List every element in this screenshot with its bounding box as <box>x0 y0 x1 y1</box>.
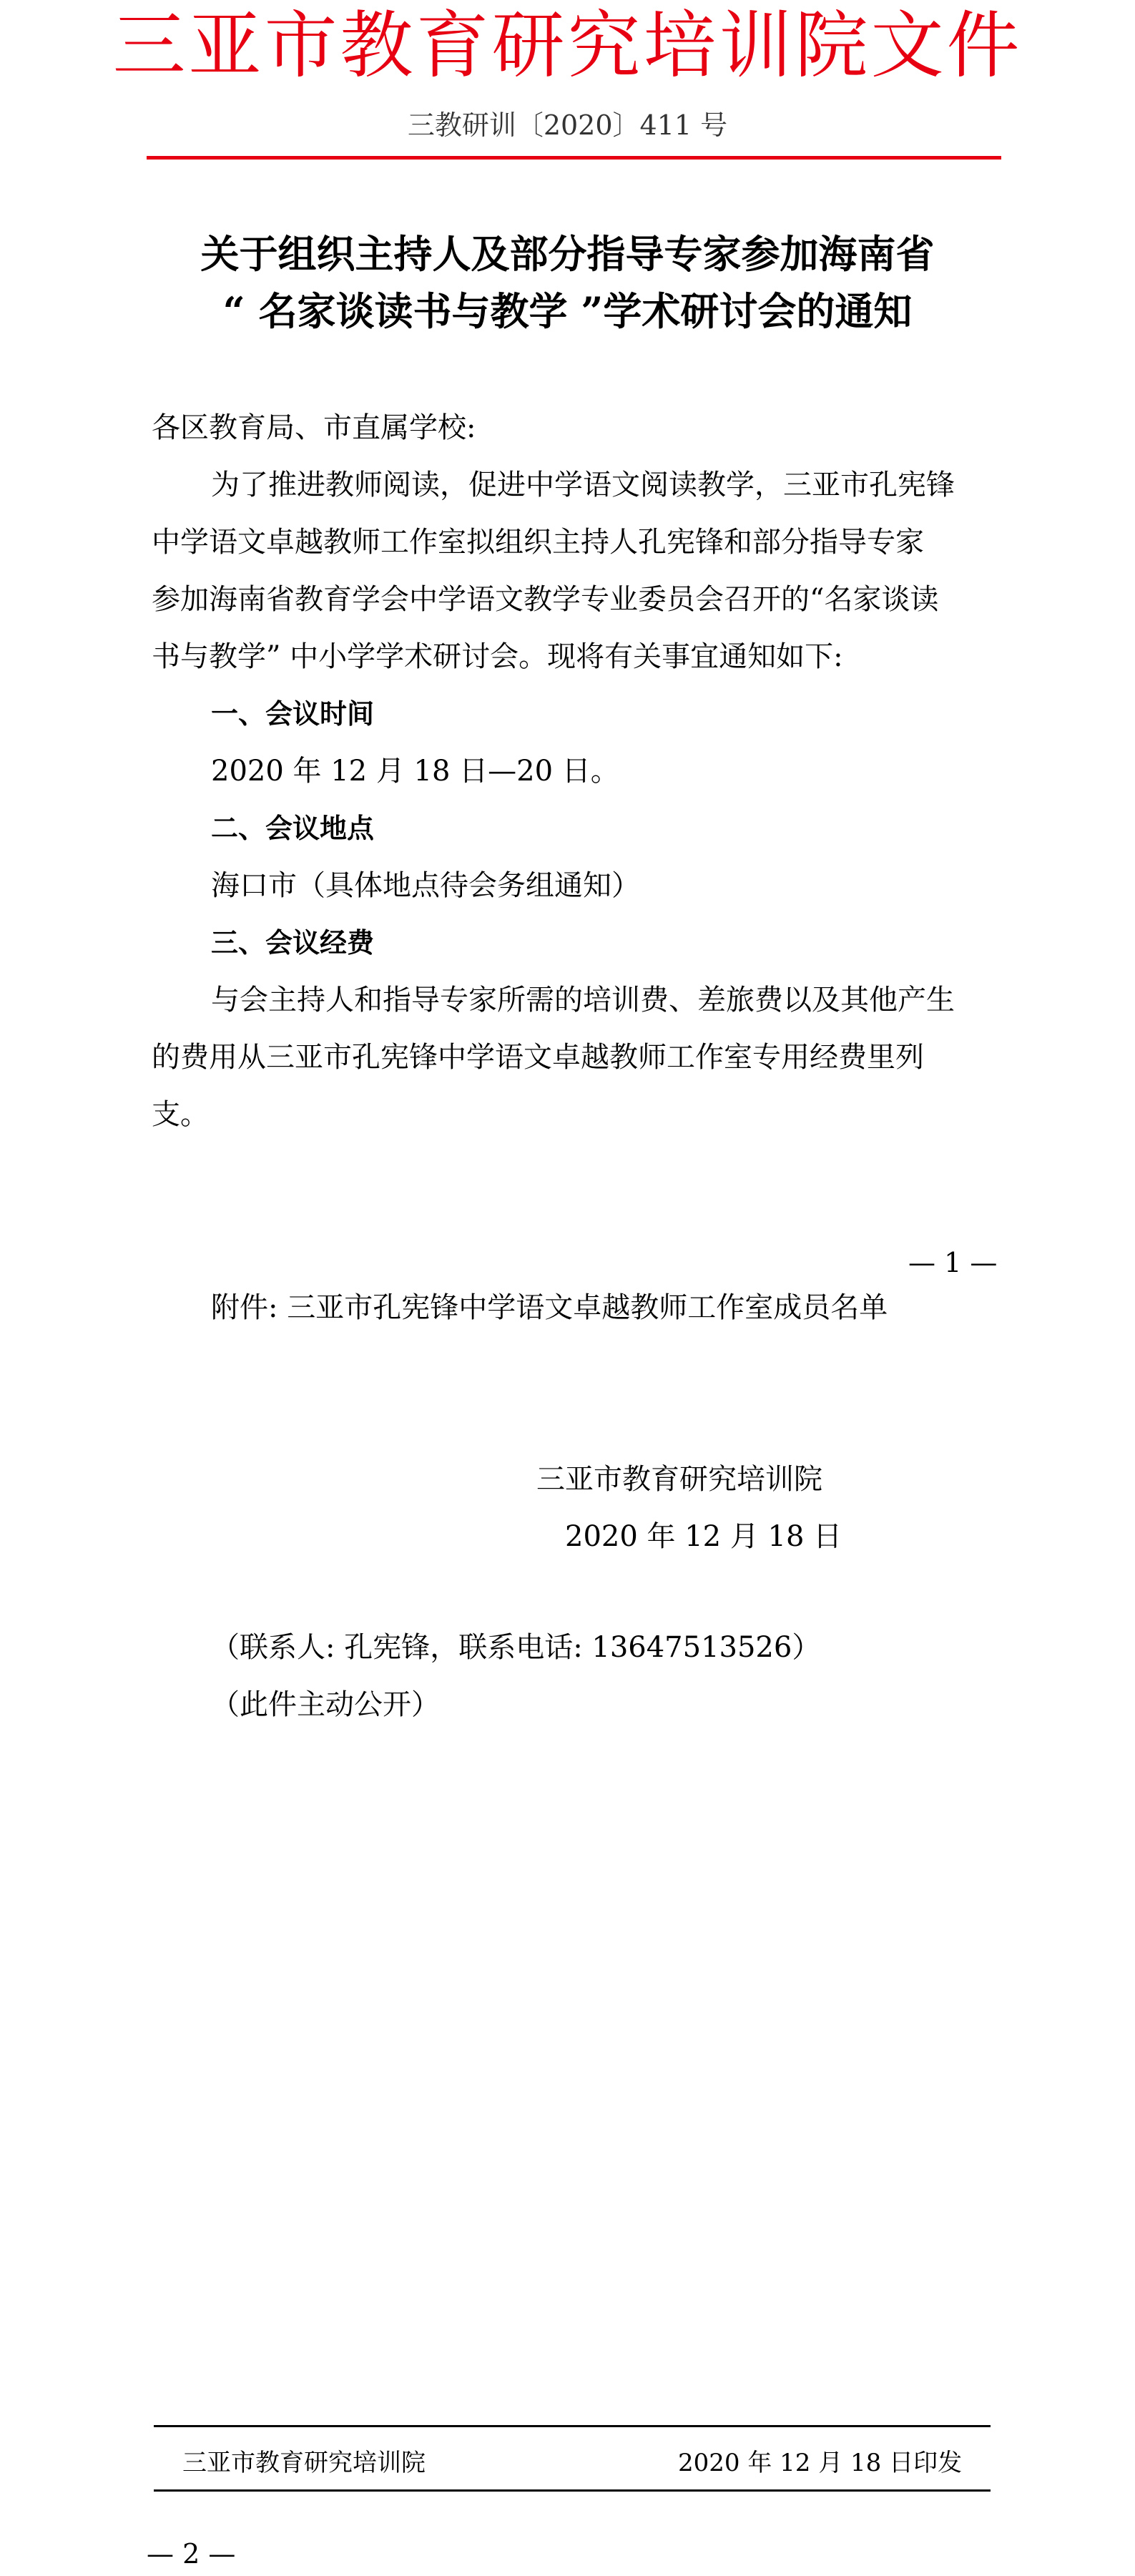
paragraph-1-line-2: 中学语文卓越教师工作室拟组织主持人孔宪锋和部分指导专家 <box>152 526 924 559</box>
section-1-heading: 一、会议时间 <box>211 698 375 730</box>
section-3-line-3: 支。 <box>152 1098 209 1131</box>
notice-title-line-1: 关于组织主持人及部分指导专家参加海南省 <box>200 231 935 277</box>
signature-org: 三亚市教育研究培训院 <box>536 1463 822 1496</box>
header-red-rule <box>147 156 1001 160</box>
footer-issuer: 三亚市教育研究培训院 <box>182 2449 426 2477</box>
attachment-line: 附件: 三亚市孔宪锋中学语文卓越教师工作室成员名单 <box>211 1291 888 1324</box>
paragraph-1-line-3: 参加海南省教育学会中学语文教学专业委员会召开的“名家谈读 <box>152 583 939 616</box>
section-3-heading: 三、会议经费 <box>211 927 375 959</box>
page-number-2: — 2 — <box>147 2538 236 2570</box>
notice-title-line-2: “ 名家谈读书与教学 ”学术研讨会的通知 <box>222 288 913 334</box>
footer-bottom-rule <box>154 2489 991 2492</box>
paragraph-1-line-1: 为了推进教师阅读，促进中学语文阅读教学，三亚市孔宪锋 <box>211 469 955 501</box>
footer-print-date: 2020 年 12 月 18 日印发 <box>678 2449 963 2477</box>
section-1-text: 2020 年 12 月 18 日—20 日。 <box>211 755 619 788</box>
salutation: 各区教育局、市直属学校: <box>152 411 476 444</box>
disclosure-note: （此件主动公开） <box>211 1688 440 1721</box>
section-2-heading: 二、会议地点 <box>211 813 375 844</box>
signature-date: 2020 年 12 月 18 日 <box>565 1520 842 1553</box>
section-2-text: 海口市（具体地点待会务组通知） <box>211 869 640 902</box>
section-3-line-2: 的费用从三亚市孔宪锋中学语文卓越教师工作室专用经费里列 <box>152 1041 924 1074</box>
contact-info: （联系人: 孔宪锋，联系电话: 13647513526） <box>211 1631 821 1664</box>
paragraph-1-line-4: 书与教学” 中小学学术研讨会。现将有关事宜通知如下: <box>152 640 843 673</box>
footer-top-rule <box>154 2425 991 2427</box>
section-3-line-1: 与会主持人和指导专家所需的培训费、差旅费以及其他产生 <box>211 984 955 1017</box>
page-number-1: — 1 — <box>908 1247 998 1278</box>
document-number: 三教研训〔2020〕411 号 <box>407 109 728 141</box>
document-header-title: 三亚市教育研究培训院文件 <box>112 4 1023 89</box>
